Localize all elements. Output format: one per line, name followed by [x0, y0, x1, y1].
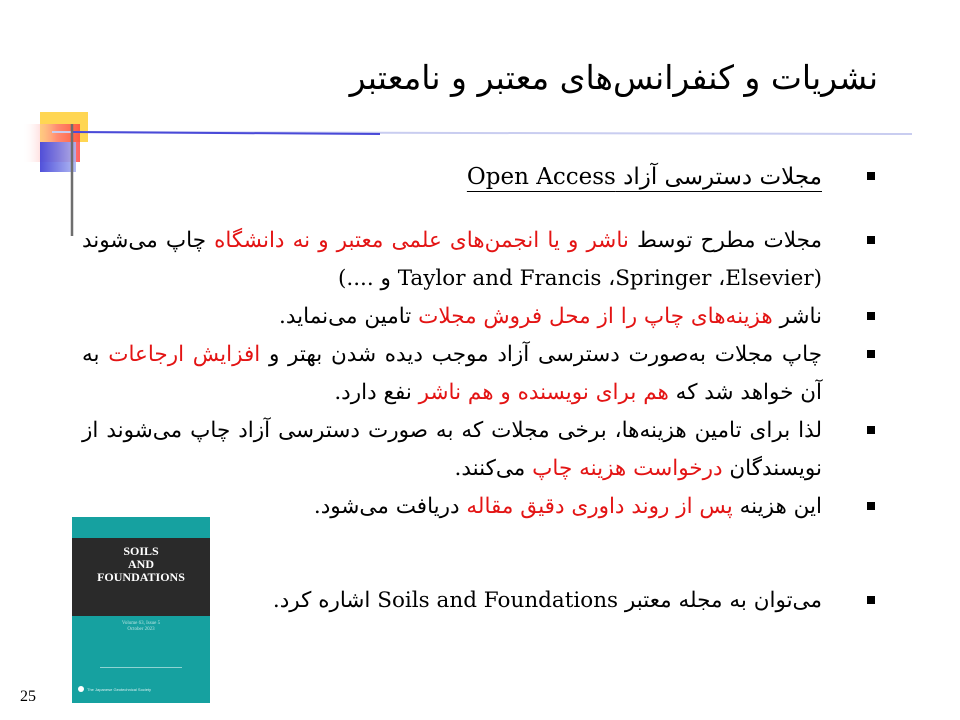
highlighted-text: هم برای نویسنده و هم ناشر	[418, 380, 669, 405]
cover-title: SOILS AND FOUNDATIONS	[97, 544, 185, 584]
bullet-text	[82, 342, 822, 405]
text-segment: چاپ می‌شوند (	[82, 228, 822, 291]
text-segment: این هزینه	[732, 494, 822, 519]
bullet-item	[82, 222, 877, 298]
highlighted-text: پس از روند داوری دقیق مقاله	[466, 494, 733, 519]
cover-volume: Volume 63, Issue 5 October 2023	[121, 621, 161, 632]
slide-title: نشریات و کنفرانس‌های معتبر و نامعتبر	[349, 58, 878, 97]
bullet-square-icon	[867, 596, 875, 604]
text-segment: اشاره کرد.	[272, 588, 378, 613]
bullet-text	[273, 588, 822, 613]
bullet-item	[82, 412, 877, 488]
bullet-square-icon	[867, 350, 875, 358]
latin-text: Elsevier	[725, 266, 814, 291]
cover-divider	[100, 667, 182, 668]
text-segment: ناشر	[772, 304, 822, 329]
latin-text: Soils and Foundations	[377, 588, 619, 613]
bullet-text	[82, 418, 822, 481]
cover-publisher: The Japanese Geotechnical Society	[87, 687, 152, 692]
bullet-text	[279, 304, 822, 329]
bullet-square-icon	[867, 236, 875, 244]
text-segment: به آن خواهد شد که	[82, 342, 822, 405]
highlighted-text: هزینه‌های چاپ را از محل فروش مجلات	[418, 304, 773, 329]
bullet-square-icon	[867, 426, 875, 434]
journal-cover-image	[72, 517, 210, 703]
text-segment: مجلات دسترسی آزاد	[615, 164, 822, 190]
page-number: 25	[20, 688, 36, 705]
latin-text: Springer	[615, 266, 712, 291]
text-segment: نفع دارد.	[334, 380, 419, 405]
text-segment: دریافت می‌شود.	[313, 494, 467, 519]
highlighted-text: درخواست هزینه چاپ	[532, 456, 723, 481]
latin-text: Open Access	[466, 164, 616, 190]
bullet-item	[82, 158, 877, 196]
text-segment: چاپ مجلات به‌صورت دسترسی آزاد موجب دیده شدن بهتر و	[260, 342, 822, 367]
bullet-square-icon	[867, 172, 875, 180]
text-segment: و ....)	[337, 266, 398, 291]
text-segment: می‌کنند.	[454, 456, 533, 481]
text-segment: می‌توان به مجله معتبر	[618, 588, 822, 613]
bullet-text	[82, 228, 822, 291]
publisher-logo-icon	[78, 686, 84, 692]
latin-text: Taylor and Francis	[397, 266, 602, 291]
bullet-text	[467, 164, 822, 190]
bullet-square-icon	[867, 502, 875, 510]
text-segment: لذا برای تامین هزینه‌ها، برخی مجلات که به صورت دسترسی آزاد چاپ می‌شوند از نویسندگان	[82, 418, 822, 481]
bullet-item	[82, 298, 877, 336]
highlighted-text: ناشر و یا انجمن‌های علمی معتبر و نه دانشگاه	[214, 228, 629, 253]
bullet-text	[314, 494, 822, 519]
bullet-square-icon	[867, 312, 875, 320]
highlighted-text: افزایش ارجاعات	[108, 342, 261, 367]
bullet-item	[82, 336, 877, 412]
text-segment: مجلات مطرح توسط	[628, 228, 823, 253]
text-segment: تامین می‌نماید.	[279, 304, 419, 329]
text-segment: ،	[601, 266, 616, 291]
text-segment: ،	[711, 266, 726, 291]
